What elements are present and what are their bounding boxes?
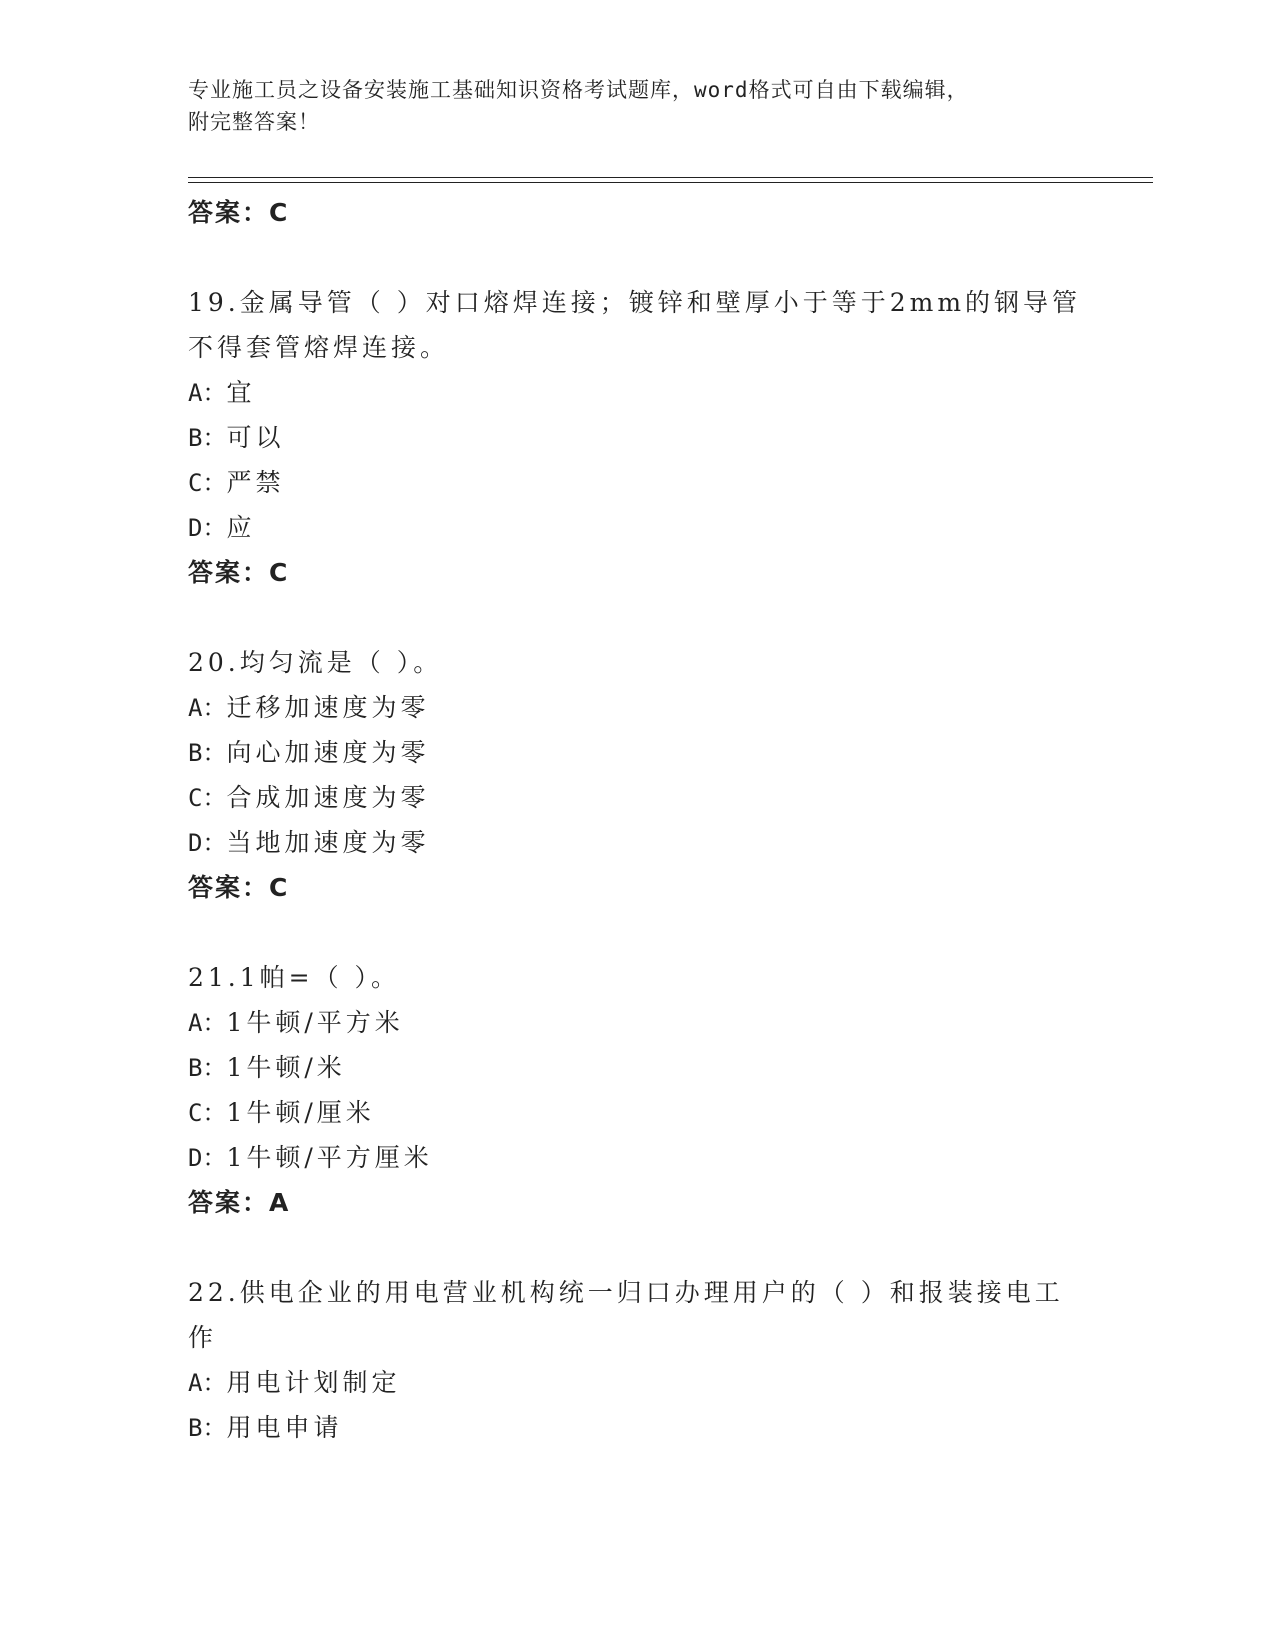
question-block bbox=[188, 640, 1088, 910]
option-text: 1牛顿/平方米 bbox=[226, 1008, 404, 1037]
option-text: 用电申请 bbox=[226, 1413, 343, 1442]
answer-line: 答案：C bbox=[188, 558, 290, 587]
option-b bbox=[188, 730, 1088, 775]
option-label: B： bbox=[188, 739, 227, 767]
option-text: 1牛顿/米 bbox=[226, 1053, 346, 1082]
question-stem: 21.1帕=（ ）。 bbox=[188, 963, 401, 992]
option-a bbox=[188, 685, 1088, 730]
option-label: D： bbox=[188, 514, 227, 542]
question-block bbox=[188, 280, 1088, 595]
answer-line: 答案：A bbox=[188, 1188, 291, 1217]
option-text: 严禁 bbox=[226, 468, 285, 497]
option-a bbox=[188, 1000, 1088, 1045]
option-c bbox=[188, 775, 1088, 820]
option-c bbox=[188, 460, 1088, 505]
option-b bbox=[188, 1405, 1088, 1450]
option-text: 合成加速度为零 bbox=[226, 783, 430, 812]
option-label: D： bbox=[188, 1144, 227, 1172]
option-text: 应 bbox=[226, 513, 256, 542]
answer-line: 答案：C bbox=[188, 198, 290, 227]
option-label: B： bbox=[188, 424, 227, 452]
question-block bbox=[188, 955, 1088, 1225]
option-label: A： bbox=[188, 1009, 227, 1037]
spacer bbox=[188, 910, 1088, 955]
option-b bbox=[188, 1045, 1088, 1090]
question-stem: 作 bbox=[188, 1323, 218, 1352]
spacer bbox=[188, 235, 1088, 280]
header-rule-top bbox=[188, 177, 1153, 178]
option-label: A： bbox=[188, 694, 227, 722]
header-rule-bottom bbox=[188, 182, 1153, 183]
question-stem: 19.金属导管（ ）对口熔焊连接；镀锌和壁厚小于等于2mm的钢导管 bbox=[188, 288, 1082, 317]
option-text: 用电计划制定 bbox=[226, 1368, 401, 1397]
question-list bbox=[188, 190, 1088, 1450]
option-text: 当地加速度为零 bbox=[226, 828, 430, 857]
option-label: B： bbox=[188, 1054, 227, 1082]
question-stem: 不得套管熔焊连接。 bbox=[188, 333, 450, 362]
option-a bbox=[188, 1360, 1088, 1405]
option-d bbox=[188, 1135, 1088, 1180]
option-text: 可以 bbox=[226, 423, 285, 452]
option-label: A： bbox=[188, 379, 227, 407]
option-text: 宜 bbox=[226, 378, 256, 407]
option-label: C： bbox=[188, 1099, 227, 1127]
page-header bbox=[188, 74, 1068, 138]
option-b bbox=[188, 415, 1088, 460]
question-stem: 20.均匀流是（ ）。 bbox=[188, 648, 443, 677]
option-label: C： bbox=[188, 784, 227, 812]
option-label: C： bbox=[188, 469, 227, 497]
option-a bbox=[188, 370, 1088, 415]
spacer bbox=[188, 1225, 1088, 1270]
option-d bbox=[188, 505, 1088, 550]
option-text: 1牛顿/平方厘米 bbox=[226, 1143, 433, 1172]
question-stem: 22.供电企业的用电营业机构统一归口办理用户的（ ）和报装接电工 bbox=[188, 1278, 1064, 1307]
spacer bbox=[188, 595, 1088, 640]
option-d bbox=[188, 820, 1088, 865]
header-line-1: 专业施工员之设备安装施工基础知识资格考试题库，word格式可自由下载编辑， bbox=[188, 78, 969, 102]
option-label: D： bbox=[188, 829, 227, 857]
header-line-2: 附完整答案！ bbox=[188, 110, 320, 134]
question-block bbox=[188, 1270, 1088, 1450]
option-text: 向心加速度为零 bbox=[226, 738, 430, 767]
option-text: 迁移加速度为零 bbox=[226, 693, 430, 722]
option-text: 1牛顿/厘米 bbox=[226, 1098, 375, 1127]
answer-line: 答案：C bbox=[188, 873, 290, 902]
option-c bbox=[188, 1090, 1088, 1135]
option-label: A： bbox=[188, 1369, 227, 1397]
option-label: B： bbox=[188, 1414, 227, 1442]
